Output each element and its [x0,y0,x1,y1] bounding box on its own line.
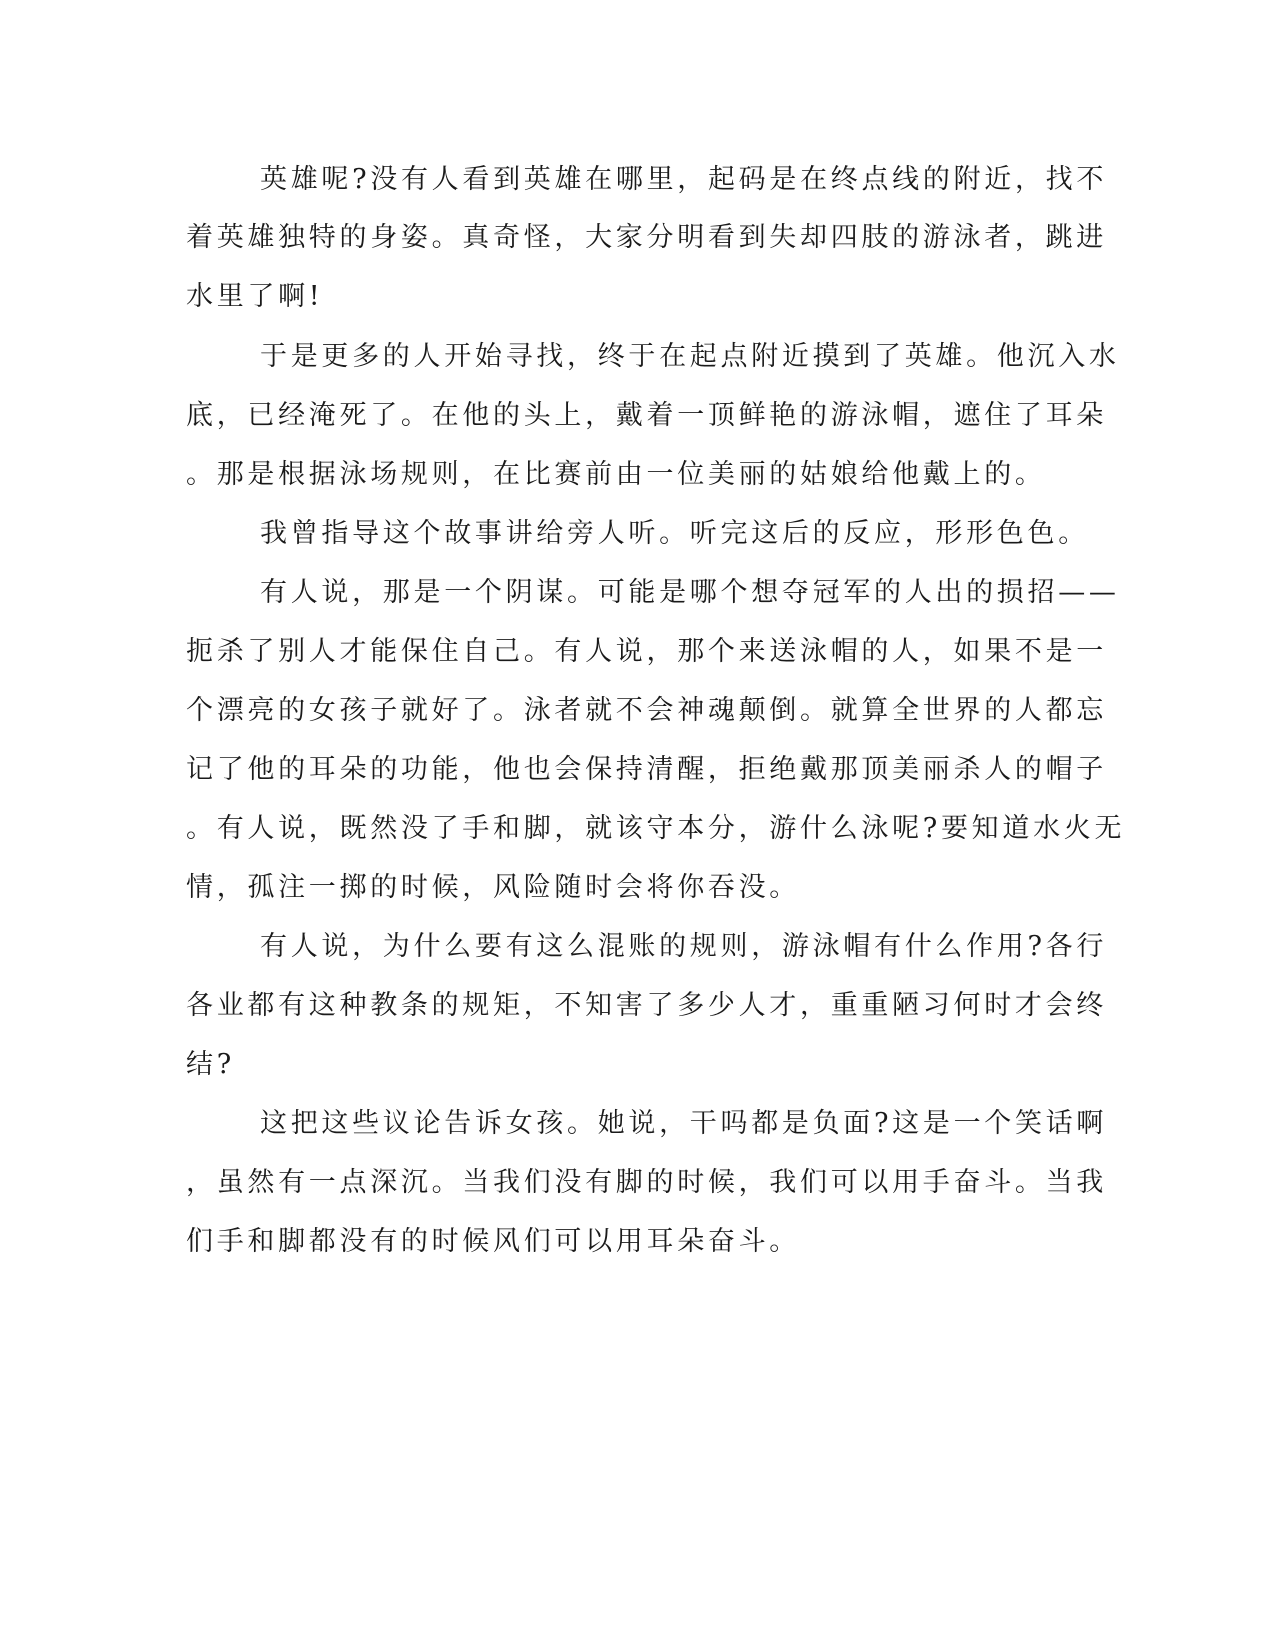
text-line: 情，孤注一掷的时候，风险随时会将你吞没。 [186,872,800,903]
text-line: 有人说，那是一个阴谋。可能是哪个想夺冠军的人出的损招—— [260,577,1120,608]
text-line: 记了他的耳朵的功能，他也会保持清醒，拒绝戴那顶美丽杀人的帽子 [186,754,1107,785]
text-line: 这把这些议论告诉女孩。她说，干吗都是负面?这是一个笑话啊 [260,1108,1108,1139]
text-line: 扼杀了别人才能保住自己。有人说，那个来送泳帽的人，如果不是一 [186,636,1107,667]
text-line: 们手和脚都没有的时候风们可以用耳朵奋斗。 [186,1226,800,1257]
text-line: 个漂亮的女孩子就好了。泳者就不会神魂颠倒。就算全世界的人都忘 [186,695,1107,726]
text-line: 。有人说，既然没了手和脚，就该守本分，游什么泳呢?要知道水火无 [186,813,1126,844]
text-line: 结? [186,1049,235,1080]
text-line: ，虽然有一点深沉。当我们没有脚的时候，我们可以用手奋斗。当我 [186,1167,1107,1198]
text-line: 。那是根据泳场规则，在比赛前由一位美丽的姑娘给他戴上的。 [186,459,1046,490]
text-line: 于是更多的人开始寻找，终于在起点附近摸到了英雄。他沉入水 [260,341,1120,372]
text-line: 我曾指导这个故事讲给旁人听。听完这后的反应，形形色色。 [260,518,1089,549]
text-line: 英雄呢?没有人看到英雄在哪里，起码是在终点线的附近，找不 [260,164,1108,195]
text-line: 着英雄独特的身姿。真奇怪，大家分明看到失却四肢的游泳者，跳进 [186,222,1107,253]
text-line: 各业都有这种教条的规矩，不知害了多少人才，重重陋习何时才会终 [186,990,1107,1021]
text-line: 有人说，为什么要有这么混账的规则，游泳帽有什么作用?各行 [260,931,1108,962]
text-line: 水里了啊! [186,281,324,312]
text-line: 底，已经淹死了。在他的头上，戴着一顶鲜艳的游泳帽，遮住了耳朵 [186,400,1107,431]
